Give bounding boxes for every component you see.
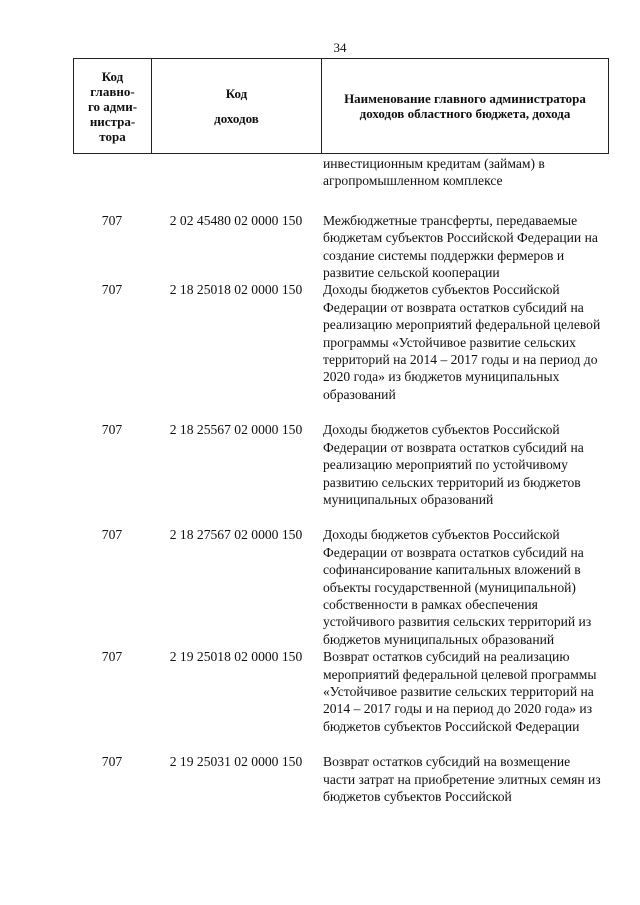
table-row (73, 281, 609, 403)
income-code-cell: 2 18 27567 02 0000 150 (169, 527, 303, 543)
income-name-cell: Возврат остатков субсидий на реализацию мероприятий федеральной целевой программы «Устойчивое развитие сельских территорий на 2014 – 2017 годы и на период до 2020 года» из бюджетов субъектов Российской Федерации (323, 649, 597, 734)
income-name-cell: Доходы бюджетов субъектов Российской Федерации от возврата остатков субсидий на реализацию мероприятий по устойчивому развитию сельских территорий из бюджетов муниципальных образований (323, 422, 584, 507)
table-row (73, 753, 609, 805)
admin-code-cell: 707 (101, 212, 123, 228)
income-name-cell: инвестиционным кредитам (займам) в агропромышленном комплексе (323, 156, 545, 189)
header-admin-code: Код главно- го адми- нистра- тора (74, 59, 152, 153)
table-body (73, 155, 609, 805)
income-name-cell: Возврат остатков субсидий на возмещение части затрат на приобретение элитных семян из бюджетов субъектов Российской (323, 754, 601, 804)
table-row (73, 155, 609, 190)
table-row (73, 212, 609, 282)
header-name: Наименование главного администратора доходов областного бюджета, дохода (344, 91, 586, 121)
admin-code-cell: 707 (101, 754, 123, 770)
header-income-code (152, 59, 322, 153)
income-code-cell: 2 19 25031 02 0000 150 (169, 754, 303, 770)
income-code-cell: 2 19 25018 02 0000 150 (169, 649, 303, 665)
income-code-cell: 2 18 25018 02 0000 150 (169, 282, 303, 298)
header-income-code-line2: доходов (214, 111, 259, 126)
admin-code-cell: 707 (101, 282, 123, 298)
admin-code-cell: 707 (101, 649, 123, 665)
income-code-cell (151, 155, 321, 190)
admin-code-cell: 707 (101, 527, 123, 543)
table-header (73, 58, 609, 154)
table-row (73, 526, 609, 648)
income-code-cell: 2 02 45480 02 0000 150 (169, 212, 303, 228)
table-row (73, 648, 609, 735)
header-income-code-line1: Код (225, 86, 248, 101)
income-name-cell: Доходы бюджетов субъектов Российской Федерации от возврата остатков субсидий на софинансирование капитальных вложений в объекты государственной (муниципальной) собственности в рамках обеспечения устойчивого развития сельских территорий из бюджетов муниципальных образований (323, 527, 592, 647)
income-code-cell: 2 18 25567 02 0000 150 (169, 422, 303, 438)
admin-code-cell: 707 (101, 422, 123, 438)
income-name-cell: Межбюджетные трансферты, передаваемые бюджетам субъектов Российской Федерации на создание системы поддержки фермеров и развитие сельской кооперации (323, 212, 598, 281)
admin-code-cell (73, 155, 151, 190)
table-row (73, 421, 609, 508)
page-number: 34 (333, 40, 347, 55)
income-name-cell: Доходы бюджетов субъектов Российской Федерации от возврата остатков субсидий на реализацию мероприятий федеральной целевой программы «Устойчивое развитие сельских территорий на 2014 – 2017 годы и на период до 2020 года» из бюджетов муниципальных образований (323, 282, 601, 402)
